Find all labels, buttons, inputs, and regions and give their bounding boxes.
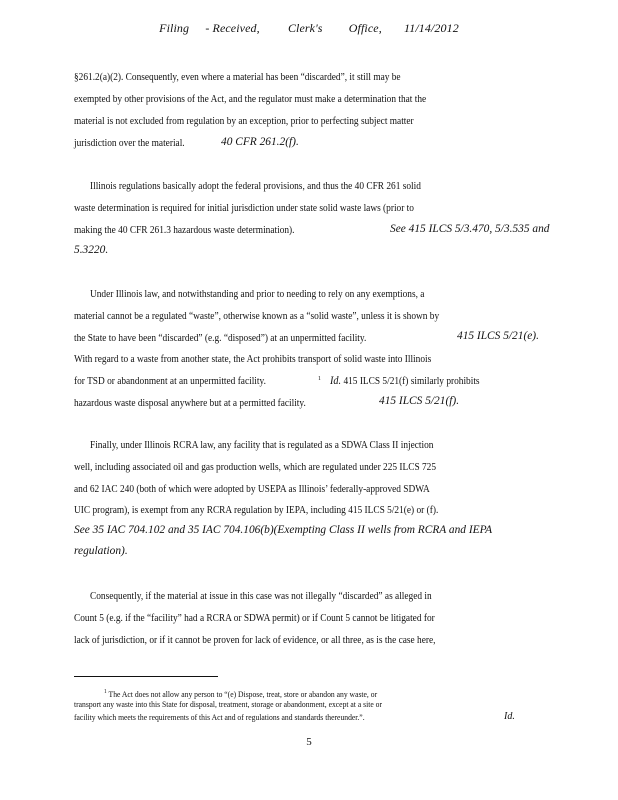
para5-line2: Count 5 (e.g. if the “facility” had a RCRA or SDWA permit) or if Count 5 cannot be litigated for	[74, 613, 435, 624]
para2-citation: See 415 ILCS 5/3.470, 5/3.535 and	[390, 223, 550, 235]
footnote-line3: facility which meets the requirements of this Act and of regulations and standards thereunder.”.	[74, 713, 365, 722]
footnote-line1: $^1$ The Act does not allow any person to “(e) Dispose, treat, store or abandon any waste, or	[104, 689, 378, 699]
para3-line6: hazardous waste disposal anywhere but at a permitted facility.	[74, 398, 306, 409]
para3-citation1: 415 ILCS 5/21(e).	[457, 330, 539, 342]
para4-citation2: regulation).	[74, 545, 128, 557]
para5-line3: lack of jurisdiction, or if it cannot be proven for lack of evidence, or all three, as is the case here,	[74, 635, 436, 646]
para2-citation-cont: 5.3220.	[74, 244, 109, 256]
page-number: 5	[306, 736, 312, 748]
header-received: - Received,	[205, 21, 260, 35]
para3-line5-cont: Id. 415 ILCS 5/21(f) similarly prohibits	[330, 375, 480, 387]
para2-line2: waste determination is required for initial jurisdiction under state solid waste laws (prior to	[74, 203, 414, 214]
para5-line1: Consequently, if the material at issue in this case was not illegally “discarded” as alleged in	[90, 591, 432, 602]
filing-header	[0, 21, 618, 36]
para2-line1: Illinois regulations basically adopt the federal provisions, and thus the 40 CFR 261 solid	[90, 181, 421, 192]
footnote-id: Id.	[504, 711, 515, 722]
para3-citation2: 415 ILCS 5/21(f).	[379, 395, 460, 407]
para4-line1: Finally, under Illinois RCRA law, any facility that is regulated as a SDWA Class II injection	[90, 440, 434, 451]
para3-line3: the State to have been “discarded” (e.g. “disposed”) at an unpermitted facility.	[74, 333, 367, 344]
para2-line3: making the 40 CFR 261.3 hazardous waste determination).	[74, 225, 295, 236]
para4-citation1: See 35 IAC 704.102 and 35 IAC 704.106(b)(Exempting Class II wells from RCRA and IEPA	[74, 524, 493, 536]
para3-line5: for TSD or abandonment at an unpermitted facility.	[74, 376, 266, 387]
header-office: Office,	[348, 21, 382, 35]
para4-line2: well, including associated oil and gas production wells, which are regulated under 225 ILCS 725	[74, 462, 437, 473]
footnote-reference: 1	[318, 376, 321, 382]
para1-line1: §261.2(a)(2). Consequently, even where a material has been “discarded”, it still may be	[74, 72, 401, 83]
para4-line4: UIC program), is exempt from any RCRA regulation by IEPA, including 415 ILCS 5/21(e) or (f).	[74, 505, 439, 516]
para1-line4: jurisdiction over the material.	[74, 138, 185, 149]
header-date: 11/14/2012	[404, 21, 459, 35]
footnote-divider	[74, 676, 218, 677]
para4-line3: and 62 IAC 240 (both of which were adopted by USEPA as Illinois’ federally-approved SDWA	[74, 484, 430, 495]
header-filing: Filing	[159, 21, 190, 35]
para1-line3: material is not excluded from regulation by an exception, prior to perfecting subject matter	[74, 116, 414, 127]
para3-line4: With regard to a waste from another state, the Act prohibits transport of solid waste into Illinois	[74, 354, 432, 365]
footnote-line2: transport any waste into this State for disposal, treatment, storage or abandonment, except at a site or	[74, 700, 382, 709]
header-clerks: Clerk's	[287, 21, 323, 35]
para3-line2: material cannot be a regulated “waste”, otherwise known as a “solid waste”, unless it is shown by	[74, 311, 440, 322]
para1-citation: 40 CFR 261.2(f).	[221, 136, 299, 148]
para1-line2: exempted by other provisions of the Act, and the regulator must make a determination that the	[74, 94, 427, 105]
para3-line1: Under Illinois law, and notwithstanding and prior to needing to rely on any exemptions, a	[90, 289, 425, 300]
